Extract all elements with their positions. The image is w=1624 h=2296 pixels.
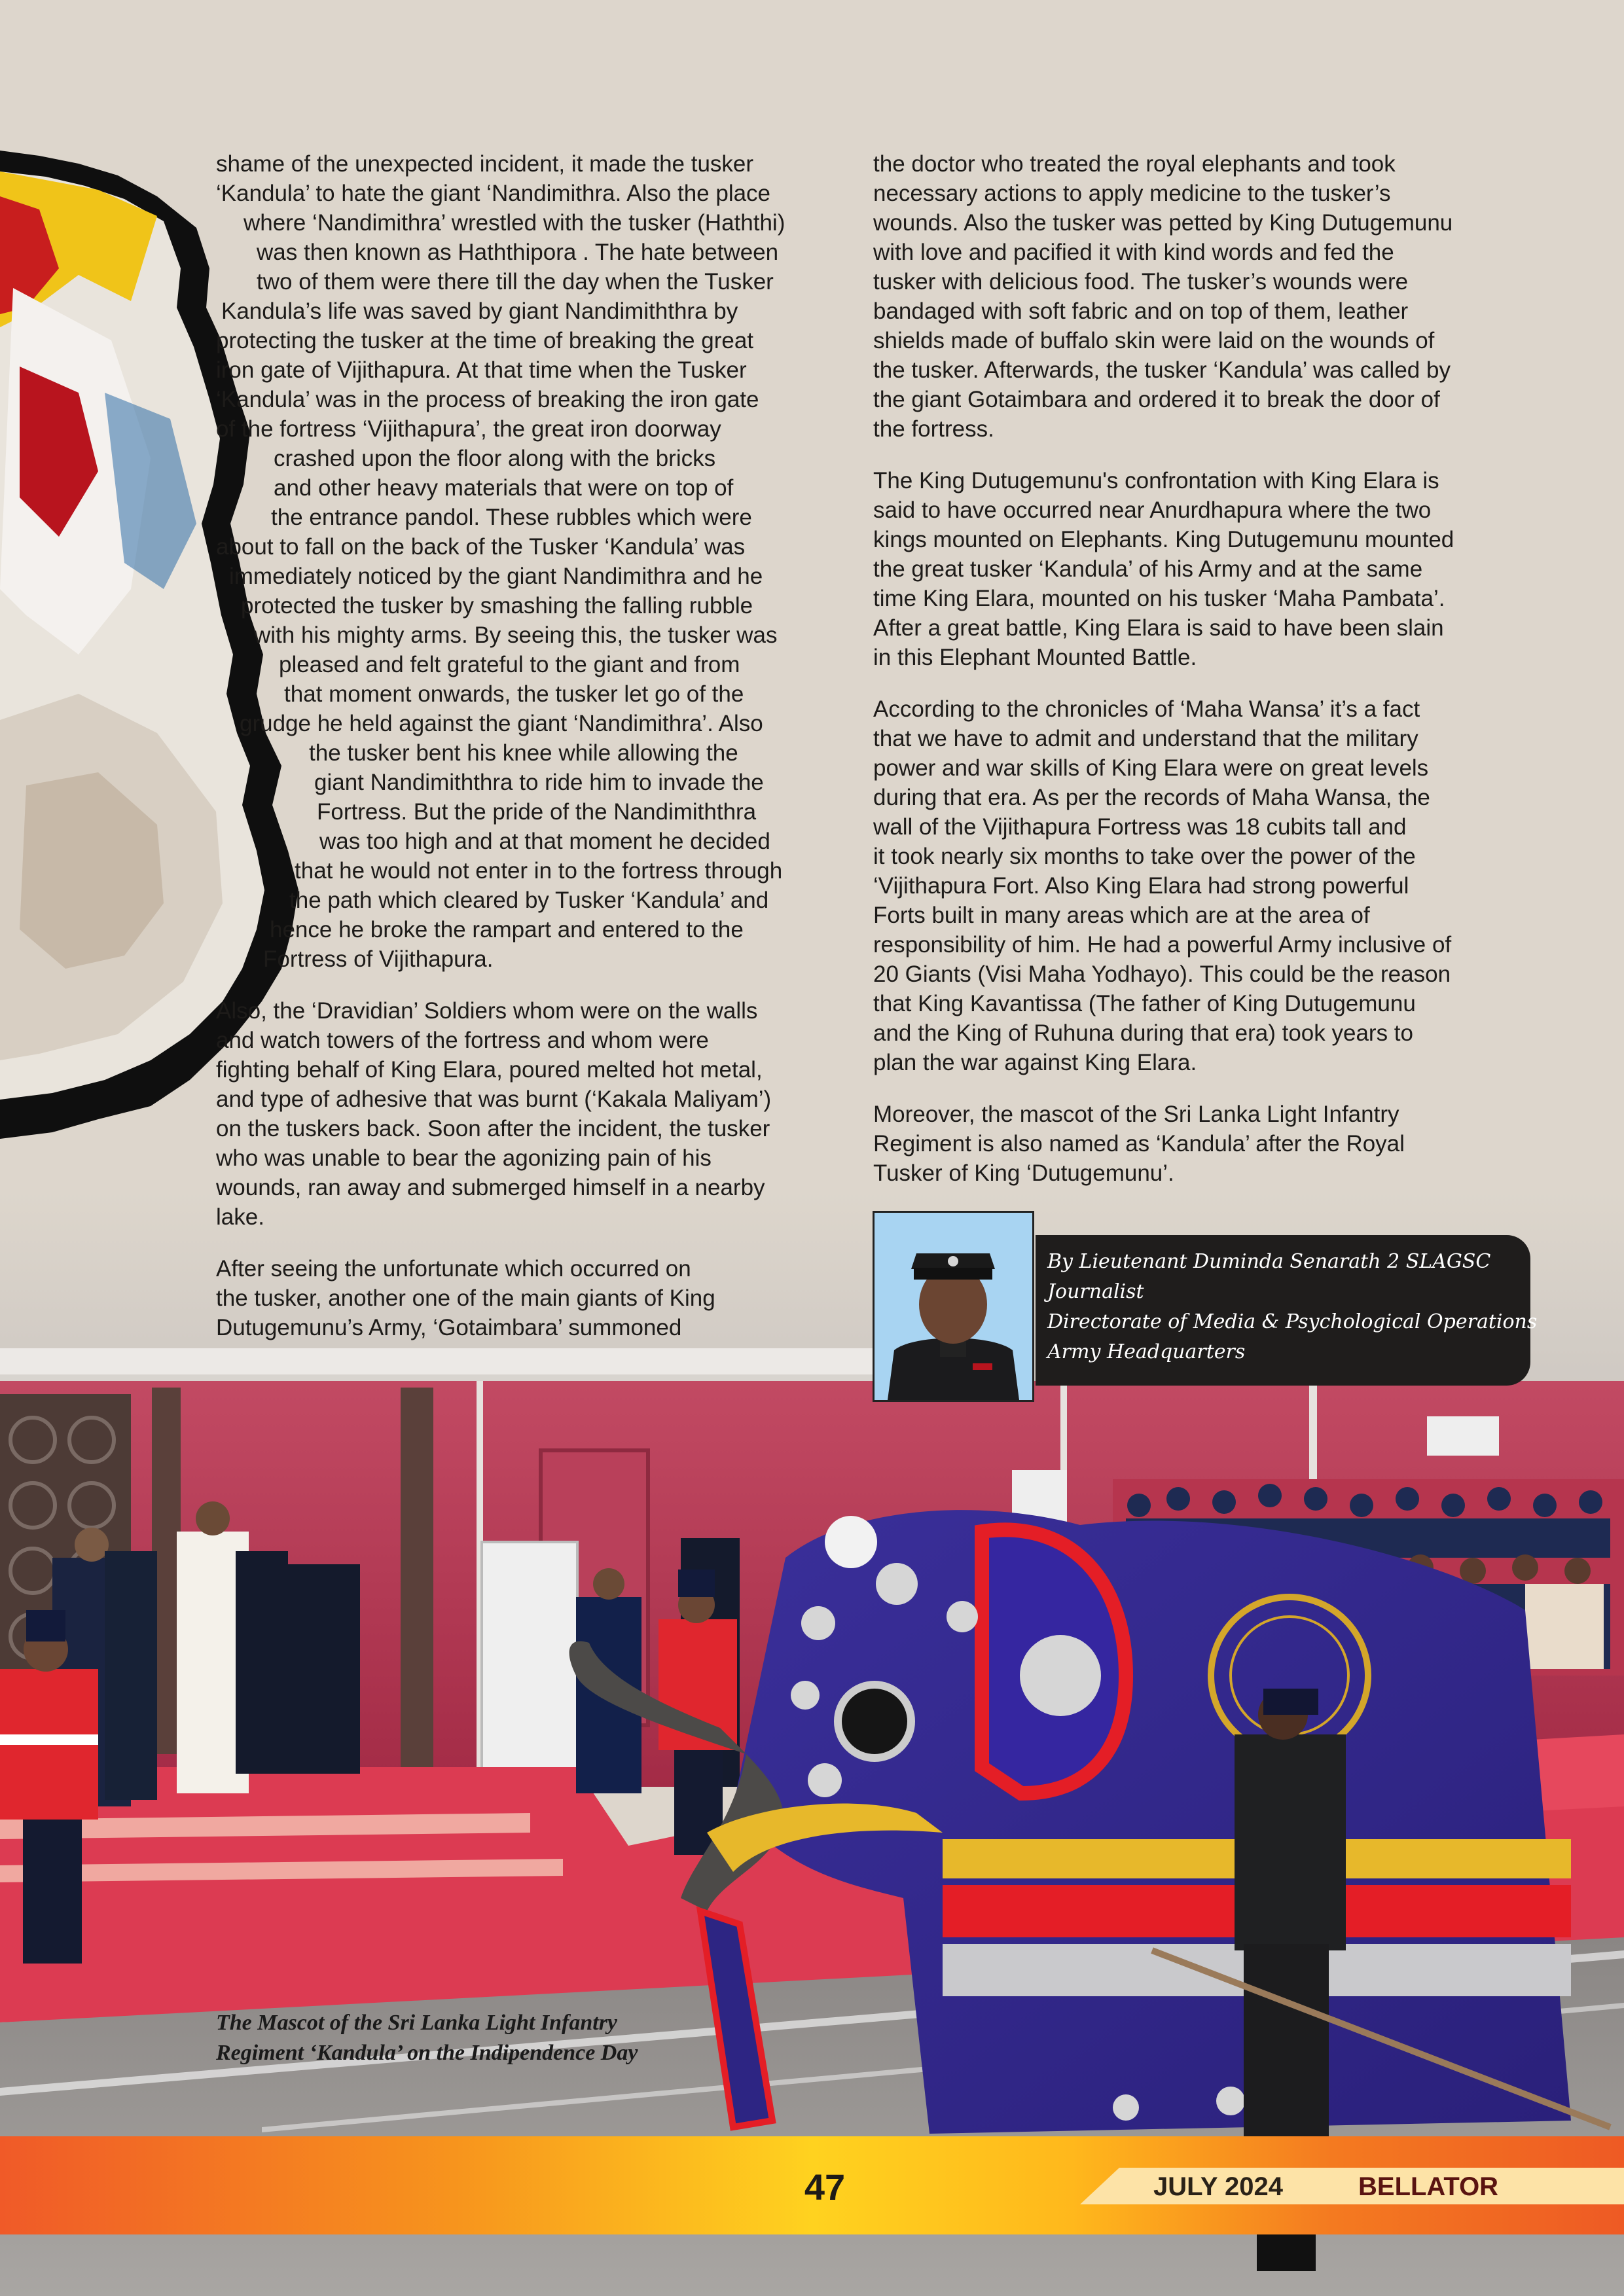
issue-date: JULY 2024 <box>1153 2172 1283 2201</box>
text-line: lake. <box>216 1204 264 1230</box>
text-line: hence he broke the rampart and entered to the <box>270 917 744 942</box>
text-line: the tusker. Afterwards, the tusker ‘Kandula’ was called by <box>873 357 1451 383</box>
text-line: The King Dutugemunu's confrontation with King Elara is <box>873 468 1439 493</box>
text-line: with love and pacified it with kind words and fed the <box>873 240 1394 265</box>
text-line: where ‘Nandimithra’ wrestled with the tusker (Haththi) <box>244 210 785 236</box>
text-line: tusker with delicious food. The tusker’s wounds were <box>873 269 1409 295</box>
author-byline-card <box>1036 1235 1538 1386</box>
text-line: immediately noticed by the giant Nandimithra and he <box>229 564 763 589</box>
author-headquarters: Army Headquarters <box>1047 1340 1246 1363</box>
text-line: Kandula’s life was saved by giant Nandimiththra by <box>221 298 738 324</box>
text-line: and watch towers of the fortress and whom were <box>216 1028 709 1053</box>
text-line: about to fall on the back of the Tusker ‘Kandula’ was <box>216 534 746 560</box>
text-line: pleased and felt grateful to the giant and from <box>279 652 740 677</box>
text-line: After seeing the unfortunate which occurred on <box>216 1256 691 1282</box>
text-line: was then known as Haththipora . The hate between <box>257 240 779 265</box>
article-paragraph <box>873 149 1502 444</box>
text-line: 20 Giants (Visi Maha Yodhayo). This could be the reason <box>873 961 1451 987</box>
text-line: Moreover, the mascot of the Sri Lanka Light Infantry <box>873 1102 1399 1127</box>
article-paragraph <box>216 996 831 1232</box>
text-line: time King Elara, mounted on his tusker ‘Maha Pambata’. <box>873 586 1445 611</box>
article-paragraph <box>873 466 1502 672</box>
text-line: ‘Kandula’ was in the process of breaking the iron gate <box>216 387 759 412</box>
text-line: on the tuskers back. Soon after the incident, the tusker <box>216 1116 770 1141</box>
author-name: By Lieutenant Duminda Senarath 2 SLAGSC <box>1047 1250 1491 1273</box>
caption-line: Regiment ‘Kandula’ on the Indipendence Day <box>216 2041 638 2065</box>
text-line: the entrance pandol. These rubbles which were <box>271 505 752 530</box>
text-line: plan the war against King Elara. <box>873 1050 1197 1075</box>
text-line: wall of the Vijithapura Fortress was 18 cubits tall and <box>873 814 1407 840</box>
text-line: protected the tusker by smashing the falling rubble <box>241 593 753 619</box>
text-line: that we have to admit and understand that the military <box>873 726 1418 751</box>
text-line: power and war skills of King Elara were on great levels <box>873 755 1429 781</box>
text-line: Also, the ‘Dravidian’ Soldiers whom were on the walls <box>216 998 758 1024</box>
text-line: was too high and at that moment he decided <box>319 829 770 854</box>
article-paragraph <box>873 1100 1502 1188</box>
text-line: and other heavy materials that were on top of <box>274 475 734 501</box>
text-line: the path which cleared by Tusker ‘Kandula’ and <box>289 888 769 913</box>
text-line: grudge he held against the giant ‘Nandimithra’. Also <box>240 711 763 736</box>
text-line: Forts built in many areas which are at the area of <box>873 903 1370 928</box>
text-line: iron gate of Vijithapura. At that time when the Tusker <box>216 357 747 383</box>
text-line: of the fortress ‘Vijithapura’, the great iron doorway <box>216 416 721 442</box>
text-line: two of them were there till the day when the Tusker <box>257 269 774 295</box>
text-line: and the King of Ruhuna during that era) took years to <box>873 1020 1413 1046</box>
article-left-column <box>216 149 831 1365</box>
article-paragraph <box>873 694 1502 1077</box>
text-line: After a great battle, King Elara is said to have been slain <box>873 615 1444 641</box>
text-line: ‘Vijithapura Fort. Also King Elara had strong powerful <box>873 873 1409 899</box>
text-line: the fortress. <box>873 416 994 442</box>
article-paragraph <box>216 1254 831 1342</box>
text-line: that he would not enter in to the fortress through <box>295 858 783 884</box>
text-line: According to the chronicles of ‘Maha Wansa’ it’s a fact <box>873 696 1420 722</box>
text-line: Fortress of Vijithapura. <box>263 946 494 972</box>
author-role: Journalist <box>1047 1280 1144 1303</box>
text-line: said to have occurred near Anurdhapura where the two <box>873 497 1432 523</box>
author-directorate: Directorate of Media & Psychological Operations <box>1047 1310 1538 1333</box>
page-number: 47 <box>804 2166 846 2208</box>
text-line: bandaged with soft fabric and on top of them, leather <box>873 298 1409 324</box>
text-line: with his mighty arms. By seeing this, the tusker was <box>254 622 778 648</box>
text-line: that King Kavantissa (The father of King Dutugemunu <box>873 991 1416 1016</box>
text-line: it took nearly six months to take over the power of the <box>873 844 1416 869</box>
text-line: kings mounted on Elephants. King Dutugemunu mounted <box>873 527 1454 552</box>
magazine-name: BELLATOR <box>1358 2172 1499 2201</box>
text-line: fighting behalf of King Elara, poured melted hot metal, <box>216 1057 763 1083</box>
caption-line: The Mascot of the Sri Lanka Light Infantry <box>216 2011 618 2035</box>
article-paragraph <box>216 149 831 974</box>
text-line: ‘Kandula’ to hate the giant ‘Nandimithra. Also the place <box>216 181 771 206</box>
text-line: necessary actions to apply medicine to the tusker’s <box>873 181 1391 206</box>
text-line: and type of adhesive that was burnt (‘Kakala Maliyam’) <box>216 1086 772 1112</box>
text-line: shields made of buffalo skin were laid on the wounds of <box>873 328 1435 353</box>
text-line: Fortress. But the pride of the Nandimiththra <box>317 799 757 825</box>
text-line: wounds. Also the tusker was petted by King Dutugemunu <box>873 210 1453 236</box>
text-line: in this Elephant Mounted Battle. <box>873 645 1197 670</box>
text-line: crashed upon the floor along with the bricks <box>274 446 716 471</box>
text-line: the tusker bent his knee while allowing the <box>309 740 738 766</box>
text-line: giant Nandimiththra to ride him to invade the <box>314 770 764 795</box>
text-line: the tusker, another one of the main giants of King <box>216 1285 715 1311</box>
text-line: during that era. As per the records of Maha Wansa, the <box>873 785 1430 810</box>
text-line: protecting the tusker at the time of breaking the great <box>216 328 754 353</box>
text-line: that moment onwards, the tusker let go of the <box>284 681 744 707</box>
text-line: the great tusker ‘Kandula’ of his Army and at the same <box>873 556 1423 582</box>
author-photo <box>873 1211 1034 1402</box>
photo-caption <box>216 2008 740 2068</box>
text-line: who was unable to bear the agonizing pain of his <box>216 1145 712 1171</box>
article-right-column <box>873 149 1502 1210</box>
text-line: Regiment is also named as ‘Kandula’ after the Royal <box>873 1131 1405 1157</box>
text-line: the giant Gotaimbara and ordered it to break the door of <box>873 387 1440 412</box>
text-line: shame of the unexpected incident, it made the tusker <box>216 151 754 177</box>
text-line: responsibility of him. He had a powerful Army inclusive of <box>873 932 1452 958</box>
text-line: wounds, ran away and submerged himself in a nearby <box>216 1175 765 1200</box>
text-line: Dutugemunu’s Army, ‘Gotaimbara’ summoned <box>216 1315 682 1340</box>
text-line: Tusker of King ‘Dutugemunu’. <box>873 1160 1174 1186</box>
text-line: the doctor who treated the royal elephants and took <box>873 151 1396 177</box>
